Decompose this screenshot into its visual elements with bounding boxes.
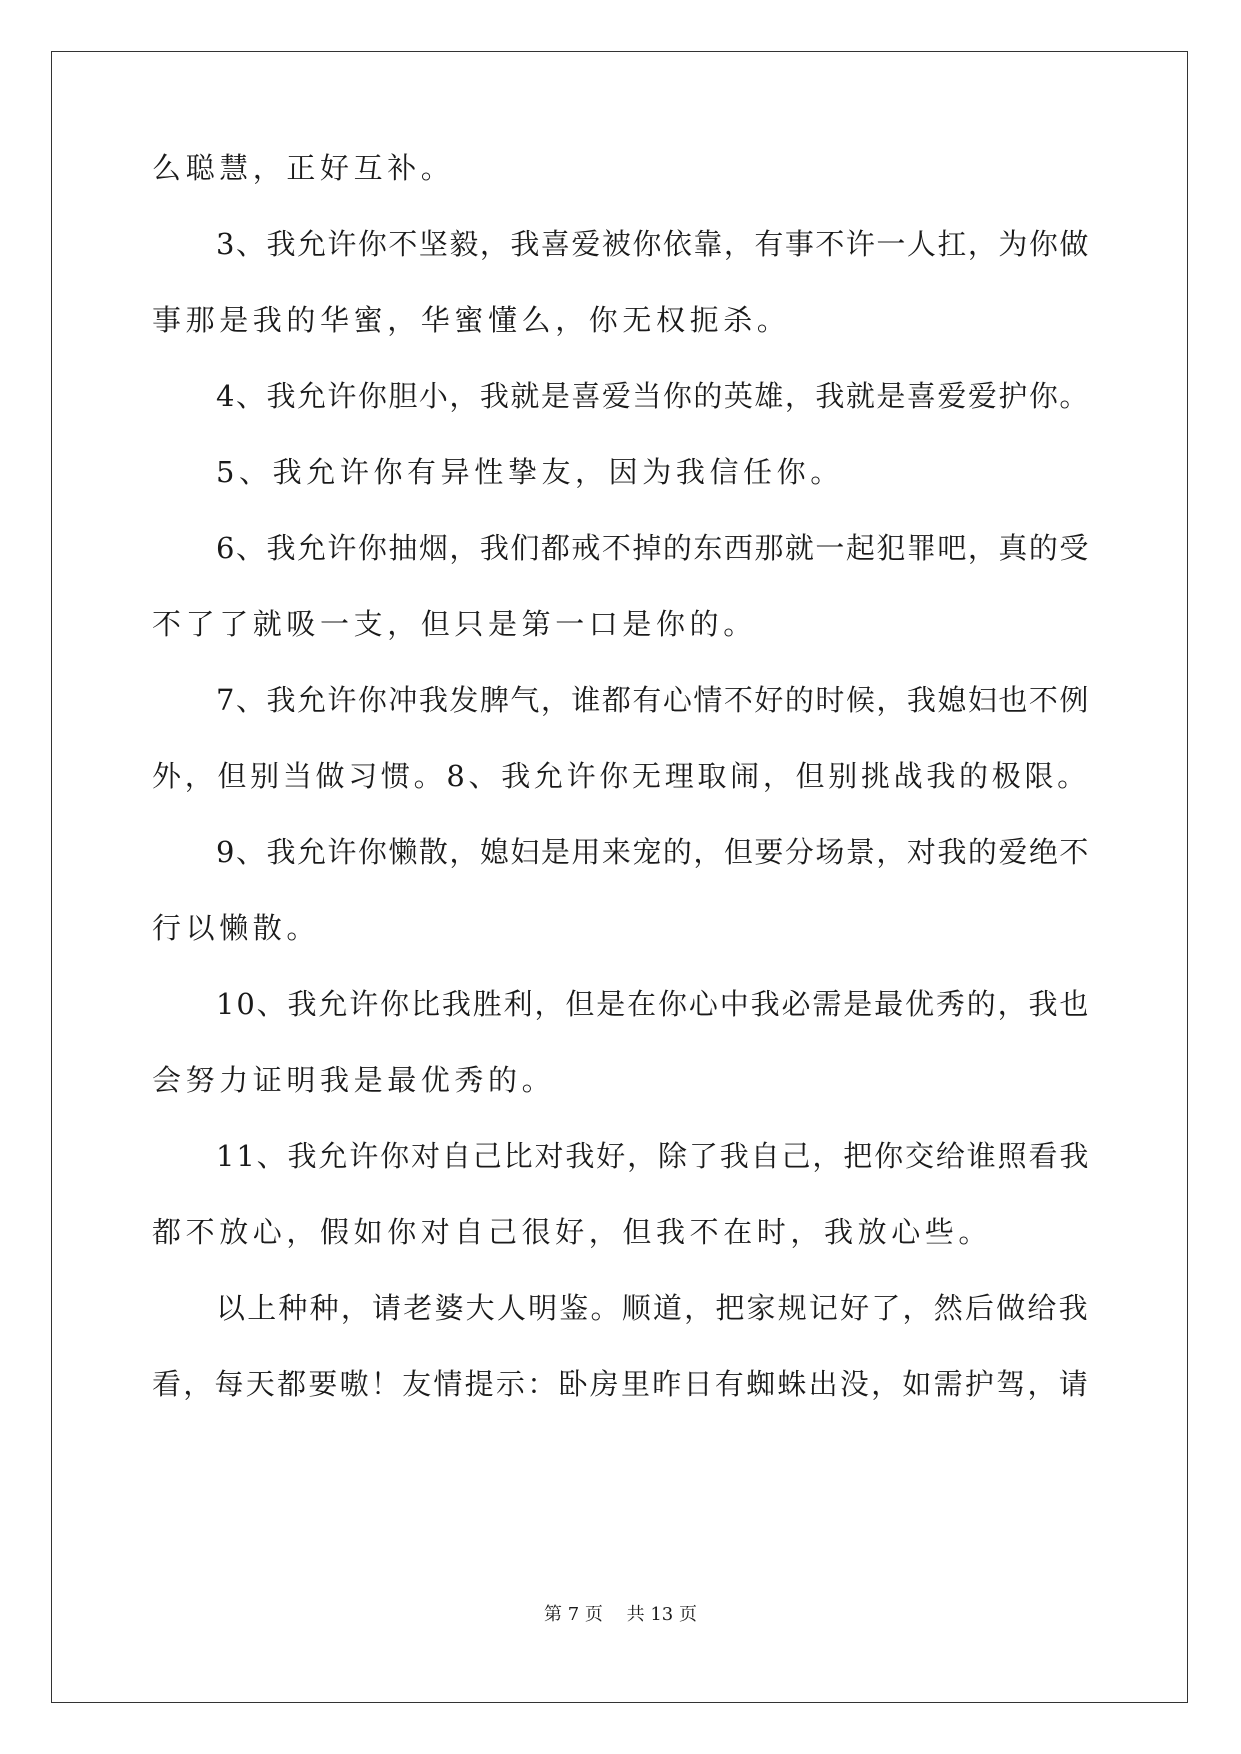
text-line: 7、我允许你冲我发脾气，谁都有心情不好的时候，我媳妇也不例 [216, 683, 1090, 717]
text-line: 5、我允许你有异性挚友，因为我信任你。 [216, 455, 844, 489]
text-line: 3、我允许你不坚毅，我喜爱被你依靠，有事不许一人扛，为你做 [216, 227, 1090, 261]
text-line: 6、我允许你抽烟，我们都戒不掉的东西那就一起犯罪吧，真的受 [216, 531, 1090, 565]
page-number-footer: 第 7 页 共 13 页 [544, 1604, 697, 1625]
text-line: 看，每天都要嗷！友情提示：卧房里昨日有蜘蛛出没，如需护驾，请 [152, 1367, 1091, 1401]
text-line: 么聪慧，正好互补。 [152, 151, 455, 185]
page-border [51, 51, 1188, 1703]
text-line: 行以懒散。 [152, 911, 321, 945]
text-line: 11、我允许你对自己比对我好，除了我自己，把你交给谁照看我 [216, 1139, 1091, 1173]
text-line: 事那是我的华蜜，华蜜懂么，你无权扼杀。 [152, 303, 791, 337]
text-line: 都不放心，假如你对自己很好，但我不在时，我放心些。 [152, 1215, 993, 1249]
text-line: 4、我允许你胆小，我就是喜爱当你的英雄，我就是喜爱爱护你。 [216, 379, 1090, 413]
text-line: 不了了就吸一支，但只是第一口是你的。 [152, 607, 757, 641]
text-line: 以上种种，请老婆大人明鉴。顺道，把家规记好了，然后做给我 [216, 1291, 1090, 1325]
text-line: 10、我允许你比我胜利，但是在你心中我必需是最优秀的，我也 [216, 987, 1091, 1021]
text-line: 会努力证明我是最优秀的。 [152, 1063, 556, 1097]
text-line: 外，但别当做习惯。8、我允许你无理取闹，但别挑战我的极限。 [152, 759, 1090, 793]
text-line: 9、我允许你懒散，媳妇是用来宠的，但要分场景，对我的爱绝不 [216, 835, 1090, 869]
